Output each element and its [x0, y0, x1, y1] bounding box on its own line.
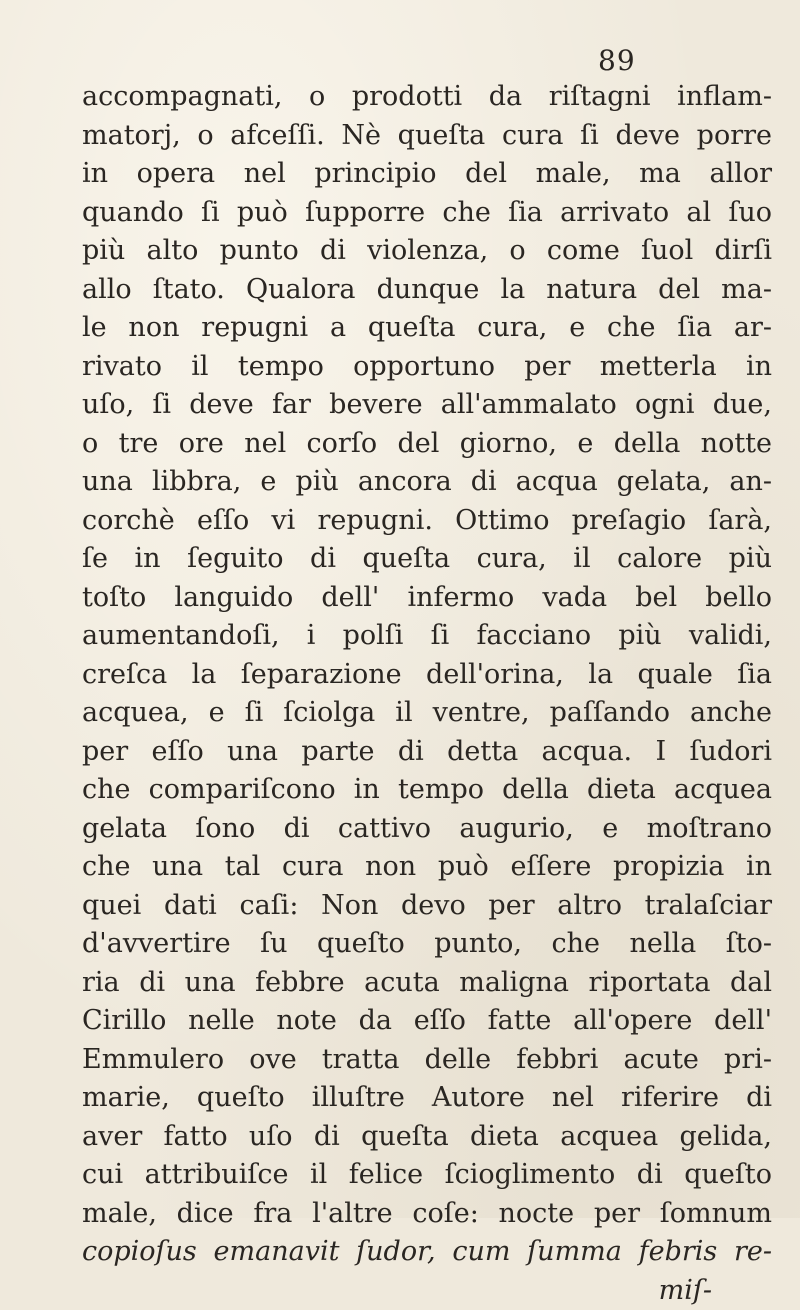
text-line: per eſſo una parte di detta acqua. I ſudori	[82, 733, 772, 772]
text-line: cui attribuiſce il felice ſcioglimento di queſto	[82, 1156, 772, 1195]
body-text	[82, 78, 772, 1310]
text-line: Cirillo nelle note da eſſo fatte all'opere dell'	[82, 1002, 772, 1041]
text-line: allo ſtato. Qualora dunque la natura del ma-	[82, 271, 772, 310]
text-line: rivato il tempo opportuno per metterla in	[82, 348, 772, 387]
text-line: corchè eſſo vi repugni. Ottimo preſagio ſarà,	[82, 502, 772, 541]
text-line: Emmulero ove tratta delle febbri acute pri-	[82, 1041, 772, 1080]
text-line: creſca la ſeparazione dell'orina, la quale ſia	[82, 656, 772, 695]
text-line: o tre ore nel corſo del giorno, e della notte	[82, 425, 772, 464]
text-line: che compariſcono in tempo della dieta acquea	[82, 771, 772, 810]
text-line: accompagnati, o prodotti da riſtagni inflam-	[82, 78, 772, 117]
text-line: quando ſi può ſupporre che ſia arrivato al ſuo	[82, 194, 772, 233]
text-line: più alto punto di violenza, o come ſuol dirſi	[82, 232, 772, 271]
page-number: 89	[598, 44, 636, 77]
text-line: le non repugni a queſta cura, e che ſia ar-	[82, 309, 772, 348]
text-line-italic: copioſus emanavit ſudor, cum ſumma febris re-	[82, 1233, 772, 1272]
text-line: uſo, ſi deve far bevere all'ammalato ogni due,	[82, 386, 772, 425]
text-line: marie, queſto illuſtre Autore nel riferire di	[82, 1079, 772, 1118]
text-line: acquea, e ſi ſciolga il ventre, paſſando anche	[82, 694, 772, 733]
text-line: male, dice fra l'altre coſe: noctе per ſomnum	[82, 1195, 772, 1234]
text-line: in opera nel principio del male, ma allor	[82, 155, 772, 194]
text-line: una libbra, e più ancora di acqua gelata, an-	[82, 463, 772, 502]
text-line: quei dati caſi: Non devo per altro tralaſciar	[82, 887, 772, 926]
text-line: toſto languido dell' infermo vada bel bello	[82, 579, 772, 618]
text-line: gelata ſono di cattivo augurio, e moſtrano	[82, 810, 772, 849]
text-line: d'avvertire ſu queſto punto, che nella ſto-	[82, 925, 772, 964]
text-line: che una tal cura non può eſſere propizia in	[82, 848, 772, 887]
text-line: matorj, o afceſſi. Nè queſta cura ſi deve porre	[82, 117, 772, 156]
text-line: ſe in ſeguito di queſta cura, il calore più	[82, 540, 772, 579]
text-line: ria di una febbre acuta maligna riportata dal	[82, 964, 772, 1003]
text-line: aumentandoſi, i polſi ſi facciano più validi,	[82, 617, 772, 656]
text-line: aver fatto uſo di queſta dieta acquea gelida,	[82, 1118, 772, 1157]
catchword: miſ-	[82, 1272, 772, 1310]
